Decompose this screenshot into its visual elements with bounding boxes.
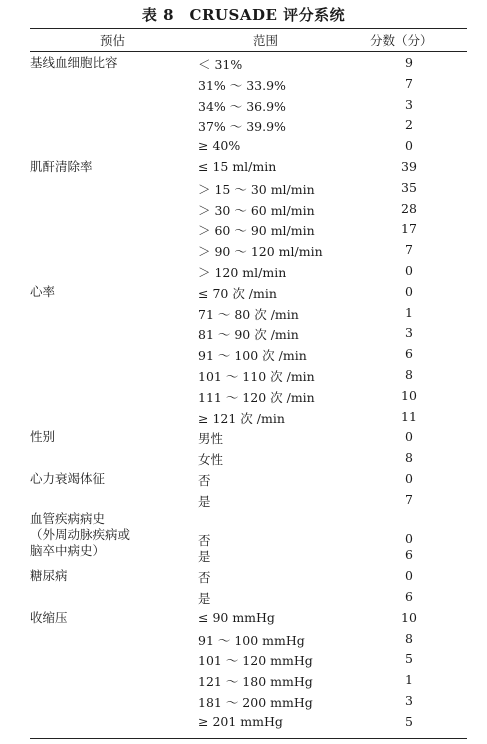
table-row	[30, 55, 467, 76]
table-row	[30, 367, 467, 388]
row-score: 6	[405, 547, 413, 563]
row-score: 7	[405, 242, 413, 258]
table-row	[30, 429, 467, 450]
table-row	[30, 284, 467, 305]
table-header	[30, 31, 467, 51]
top-rule	[30, 28, 467, 29]
table-row	[30, 305, 467, 326]
row-score: 5	[405, 713, 413, 729]
table-row	[30, 589, 467, 610]
row-score: 5	[405, 651, 413, 667]
row-score: 7	[405, 75, 413, 91]
row-score: 2	[405, 117, 413, 133]
row-range: 是	[198, 493, 211, 509]
row-score: 8	[405, 367, 413, 382]
row-range: ＞ 15 ～ 30 ml/min	[198, 181, 315, 197]
row-score: 0	[405, 429, 413, 445]
header-score: 分数（分）	[370, 33, 433, 48]
table-row	[30, 651, 467, 672]
table-row	[30, 138, 467, 159]
table-row	[30, 492, 467, 513]
table-row	[30, 471, 467, 492]
row-range: 101 ～ 110 次 /min	[198, 369, 315, 384]
row-score: 6	[405, 589, 413, 604]
row-score: 0	[405, 263, 413, 278]
row-range: ≥ 121 次 /min	[198, 410, 285, 426]
table-row	[30, 610, 467, 631]
row-range: 女性	[198, 452, 224, 468]
row-score: 0	[405, 568, 413, 584]
row-range: ＞ 120 ml/min	[198, 265, 287, 280]
row-score: 3	[405, 693, 413, 708]
row-range: 否	[198, 532, 211, 548]
row-range: 91 ～ 100 mmHg	[198, 632, 305, 648]
row-range: 是	[198, 591, 211, 606]
row-item: 性别	[30, 429, 56, 445]
row-range: 31% ～ 33.9%	[198, 77, 286, 93]
row-score: 8	[405, 450, 413, 466]
row-item: 血管疾病病史 （外周动脉疾病或 脑卒中病史）	[30, 510, 131, 558]
row-range: ≤ 70 次 /min	[198, 285, 277, 301]
row-range: ＞ 30 ～ 60 ml/min	[198, 202, 315, 218]
row-range: 37% ～ 39.9%	[198, 119, 286, 135]
row-range: 111 ～ 120 次 /min	[198, 389, 315, 405]
row-range: 是	[198, 549, 211, 565]
row-range: 81 ～ 90 次 /min	[198, 327, 299, 343]
row-range: ≥ 201 mmHg	[198, 713, 283, 729]
row-score: 11	[401, 408, 417, 424]
row-item: 收缩压	[30, 609, 68, 625]
table-row	[30, 409, 467, 430]
table-row	[30, 76, 467, 97]
row-score: 0	[405, 283, 413, 299]
table-row	[30, 180, 467, 201]
row-score: 35	[401, 179, 417, 195]
row-score: 7	[405, 491, 413, 507]
row-score: 28	[401, 200, 417, 216]
row-score: 1	[405, 672, 413, 688]
row-range: 否	[198, 570, 211, 586]
row-range: 101 ～ 120 mmHg	[198, 653, 313, 669]
row-score: 17	[401, 221, 417, 237]
table-row	[30, 631, 467, 652]
table-row	[30, 117, 467, 138]
row-range: ≤ 15 ml/min	[198, 159, 277, 174]
table-row	[30, 201, 467, 222]
table-row	[30, 221, 467, 242]
row-range: ＞ 90 ～ 120 ml/min	[198, 244, 323, 260]
table-row	[30, 714, 467, 735]
bottom-rule	[30, 738, 467, 739]
row-range: 34% ～ 36.9%	[198, 98, 286, 114]
table-row	[30, 672, 467, 693]
row-item: 肌酐清除率	[30, 159, 93, 174]
row-item: 心率	[30, 283, 56, 299]
row-score: 6	[405, 346, 413, 362]
row-range: 男性	[198, 431, 224, 447]
row-range: ＞ 60 ～ 90 ml/min	[198, 223, 315, 239]
row-score: 10	[401, 609, 417, 625]
row-range: 否	[198, 473, 211, 488]
row-score: 3	[405, 325, 413, 341]
table-title: 表 8 CRUSADE 评分系统	[141, 6, 346, 24]
row-score: 0	[405, 138, 413, 154]
header-rule	[30, 51, 467, 52]
row-range: 181 ～ 200 mmHg	[198, 695, 313, 710]
table-row	[30, 388, 467, 409]
row-item: 基线血细胞比容	[30, 55, 118, 70]
row-range: 71 ～ 80 次 /min	[198, 306, 299, 322]
row-score: 8	[405, 630, 413, 646]
row-range: ≤ 90 mmHg	[198, 609, 275, 625]
table-row	[30, 450, 467, 471]
row-score: 0	[405, 471, 413, 486]
table-row	[30, 568, 467, 589]
table-row	[30, 547, 467, 568]
table-row	[30, 693, 467, 714]
row-item: 心力衰竭体征	[30, 471, 106, 486]
table-row	[30, 510, 467, 558]
row-range: ≥ 40%	[198, 138, 241, 154]
row-item: 糖尿病	[30, 568, 68, 584]
table-row	[30, 346, 467, 367]
header-item: 预估	[100, 33, 126, 48]
row-range: ＜ 31%	[198, 57, 243, 72]
header-range: 范围	[253, 33, 279, 48]
row-range: 121 ～ 180 mmHg	[198, 674, 313, 690]
row-score: 3	[405, 96, 413, 112]
table-row	[30, 242, 467, 263]
row-range: 91 ～ 100 次 /min	[198, 348, 307, 364]
row-score: 1	[405, 304, 413, 320]
table-row	[30, 97, 467, 118]
table-row	[30, 325, 467, 346]
row-score: 10	[401, 387, 417, 403]
row-score: 0	[405, 530, 413, 546]
row-score: 9	[405, 55, 413, 70]
row-score: 39	[401, 159, 417, 174]
table-row	[30, 263, 467, 284]
table-row	[30, 159, 467, 180]
